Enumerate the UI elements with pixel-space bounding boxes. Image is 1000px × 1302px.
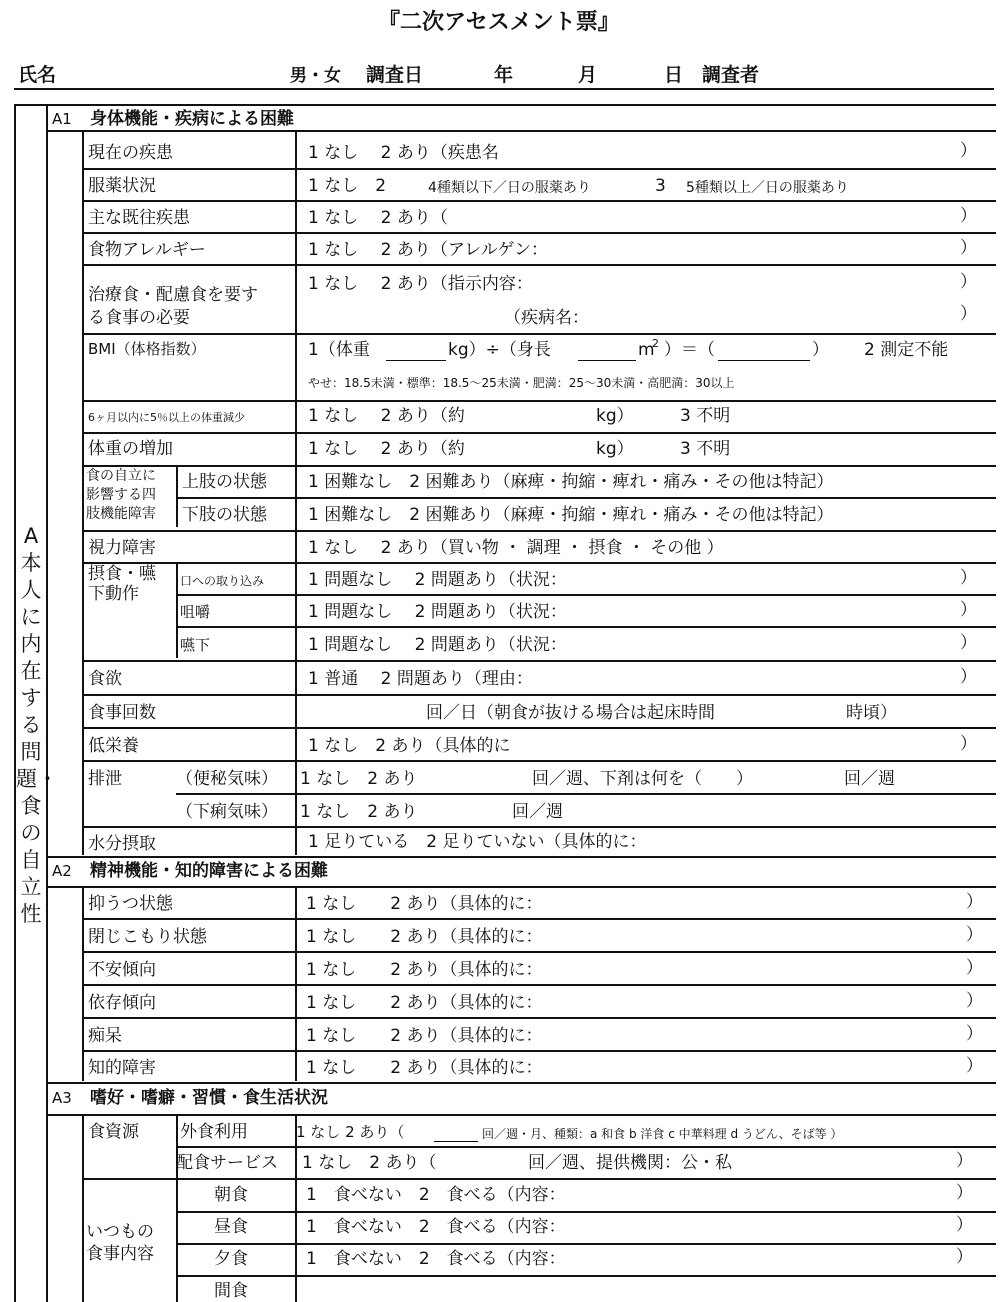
close-paren: ）	[966, 991, 983, 1011]
row-line	[82, 694, 996, 696]
close-paren: ）	[966, 958, 983, 978]
row-line	[176, 626, 996, 628]
survey-date-label: 調査日	[366, 64, 424, 86]
limb-group-label-3: 肢機能障害	[86, 506, 156, 522]
close-paren: ）	[966, 925, 983, 945]
vision-label: 視力障害	[88, 538, 156, 558]
water-label: 水分摂取	[88, 834, 156, 854]
constipation-per-week: 回／週	[844, 769, 895, 789]
a1-label-left-border	[82, 130, 84, 855]
row-line	[82, 333, 996, 335]
a2-row-label: 知的障害	[88, 1058, 156, 1078]
bmi-unit-sup: 2	[652, 337, 659, 350]
food-source-label: 食資源	[88, 1122, 139, 1142]
medication-option-3-num: 3	[655, 176, 666, 196]
weight-gain-unit: kg）	[596, 439, 634, 459]
lunch-label: 昼食	[214, 1217, 248, 1237]
row-line	[176, 594, 996, 596]
a2-row-options: 1 なし 2 あり（具体的に：	[306, 993, 543, 1013]
diet-label-2: る食事の必要	[88, 308, 190, 328]
diet-disease: （疾病名：	[504, 308, 589, 328]
a2-row-label: 痴呆	[88, 1026, 122, 1046]
a1-header-line	[46, 130, 996, 132]
close-paren: ）	[960, 568, 977, 588]
limb-group-label-2: 影響する四	[86, 487, 156, 503]
limb-group-label-1: 食の自立に	[86, 468, 156, 484]
a3-section-line	[46, 1082, 996, 1084]
bmi-note: やせ：18.5未満・標準：18.5～25未満・肥満：25～30未満・高肥満：30以上	[308, 376, 735, 390]
weight-gain-unknown: 3 不明	[680, 439, 731, 459]
close-paren: ）	[960, 141, 977, 161]
a3-content-divider	[295, 1114, 297, 1302]
malnutrition-label: 低栄養	[88, 736, 139, 756]
diarrhea-label: （下痢気味）	[176, 802, 278, 822]
row-line	[82, 826, 996, 828]
close-paren: ）	[956, 1247, 973, 1267]
past-disease-options: 1 なし 2 あり（	[308, 208, 448, 228]
row-line	[82, 1178, 996, 1180]
a3-title: 嗜好・嗜癖・習慣・食生活状況	[90, 1088, 328, 1108]
name-label: 氏名	[18, 64, 57, 86]
day-label: 日	[664, 64, 684, 86]
row-line	[82, 1050, 996, 1052]
a2-row-label: 抑うつ状態	[88, 894, 173, 914]
a2-title: 精神機能・知的障害による困難	[90, 861, 328, 881]
bmi-height-label: kg）÷（身長	[448, 340, 551, 360]
row-line	[82, 760, 996, 762]
appetite-options: 1 普通 2 問題あり（理由：	[308, 669, 533, 689]
bmi-unit-m: m	[638, 340, 655, 360]
appetite-label: 食欲	[88, 669, 122, 689]
close-paren: ）	[960, 304, 977, 324]
weight-loss-label: 6ヶ月以内に5％以上の体重減少	[88, 411, 245, 424]
eating-out-types: 回／週・月、種類：a 和食 b 洋食 c 中華料理 d うどん、そば等 ）	[482, 1127, 843, 1141]
row-line	[82, 232, 996, 234]
close-paren: ）	[960, 600, 977, 620]
lunch-options: 1 食べない 2 食べる（内容：	[306, 1217, 566, 1237]
close-paren: ）	[966, 892, 983, 912]
close-paren: ）	[960, 667, 977, 687]
breakfast-options: 1 食べない 2 食べる（内容：	[306, 1185, 566, 1205]
month-label: 月	[578, 64, 598, 86]
close-paren: ）	[960, 734, 977, 754]
medication-option-1: 1 なし 2	[308, 176, 387, 196]
a2-row-options: 1 なし 2 あり（具体的に：	[306, 927, 543, 947]
constipation-laxative: 回／週、下剤は何を（ ）	[532, 769, 753, 789]
constipation-label: （便秘気味）	[176, 769, 278, 789]
row-line	[82, 530, 996, 532]
a2-code: A2	[52, 862, 72, 880]
row-line	[82, 984, 996, 986]
dinner-label: 夕食	[214, 1249, 248, 1269]
delivery-label: 配食サービス	[176, 1153, 278, 1173]
a2-row-label: 依存傾向	[88, 993, 156, 1013]
close-paren: ）	[956, 1215, 973, 1235]
row-line	[82, 400, 996, 402]
upper-limb-options: 1 困難なし 2 困難あり（麻痺・拘縮・痺れ・痛み・その他は特記）	[308, 472, 834, 492]
row-line	[82, 432, 996, 434]
meals-suffix: 時頃）	[846, 703, 897, 723]
lower-limb-label: 下肢の状態	[182, 505, 267, 525]
intake-options: 1 問題なし 2 問題あり（状況：	[308, 570, 567, 590]
diarrhea-per-week: 回／週	[512, 802, 563, 822]
side-column-divider	[46, 104, 48, 1302]
page-title: 『二次アセスメント票』	[378, 10, 620, 35]
current-disease-label: 現在の疾患	[88, 143, 173, 163]
a2-row-options: 1 なし 2 あり（具体的に：	[306, 1026, 543, 1046]
constipation-options: 1 なし 2 あり	[300, 769, 418, 789]
malnutrition-options: 1 なし 2 あり（具体的に	[308, 736, 511, 756]
delivery-options: 1 なし 2 あり（	[302, 1153, 437, 1173]
bmi-not-measurable: 2 測定不能	[864, 340, 949, 360]
vision-options: 1 なし 2 あり（買い物 ・ 調理 ・ 摂食 ・ その他 ）	[308, 538, 724, 558]
header-underline	[14, 88, 994, 90]
allergy-options: 1 なし 2 あり（アレルゲン：	[308, 240, 549, 260]
row-line	[82, 562, 996, 564]
weight-loss-options: 1 なし 2 あり（約	[308, 406, 465, 426]
chew-label: 咀嚼	[180, 603, 211, 621]
close-paren: ）	[966, 1056, 983, 1076]
a2-row-options: 1 なし 2 あり（具体的に：	[306, 960, 543, 980]
usual-meals-label-1: いつもの	[86, 1222, 154, 1242]
upper-limb-label: 上肢の状態	[182, 472, 267, 492]
close-paren: ）	[966, 1024, 983, 1044]
swallow-group-label-1: 摂食・嚥	[88, 564, 156, 584]
row-line	[176, 1146, 996, 1148]
bmi-close: ）	[812, 340, 829, 360]
a2-row-label: 不安傾向	[88, 960, 156, 980]
row-line	[82, 264, 996, 266]
current-disease-options: 1 なし 2 あり（疾患名	[308, 143, 499, 163]
lower-limb-options: 1 困難なし 2 困難あり（麻痺・拘縮・痺れ・痛み・その他は特記）	[308, 505, 834, 525]
row-line	[176, 793, 996, 795]
medication-option-3: 5種類以上／日の服薬あり	[686, 180, 849, 196]
row-line	[82, 465, 996, 467]
row-line	[82, 951, 996, 953]
close-paren: ）	[960, 633, 977, 653]
row-line	[176, 1243, 996, 1245]
bmi-weight-label: 1（体重	[308, 340, 370, 360]
diarrhea-options: 1 なし 2 あり	[300, 802, 418, 822]
close-paren: ）	[960, 238, 977, 258]
excretion-label: 排泄	[88, 769, 122, 789]
breakfast-label: 朝食	[214, 1185, 248, 1205]
swallowing-label: 嚥下	[180, 636, 211, 654]
close-paren: ）	[956, 1183, 973, 1203]
height-blank	[578, 360, 636, 361]
row-line	[82, 660, 996, 662]
eating-out-options: 1 なし 2 あり（	[296, 1123, 405, 1141]
row-line	[176, 1211, 996, 1213]
usual-meals-label-2: 食事内容	[86, 1244, 154, 1264]
row-line	[176, 497, 996, 499]
row-line	[82, 727, 996, 729]
row-line	[176, 1275, 996, 1277]
row-line	[82, 200, 996, 202]
a2-header-line	[46, 886, 996, 888]
bmi-label: BMI（体格指数）	[88, 340, 206, 358]
food-source-sub-divider	[176, 1114, 178, 1302]
intake-label: 口への取り込み	[180, 574, 265, 588]
delivery-details: 回／週、提供機関：公・私	[528, 1153, 732, 1173]
past-disease-label: 主な既往疾患	[88, 208, 190, 228]
limb-sub-divider	[176, 465, 178, 527]
chew-options: 1 問題なし 2 問題あり（状況：	[308, 602, 567, 622]
year-label: 年	[494, 64, 514, 86]
bmi-equals: ）＝（	[664, 340, 715, 360]
gender-options: 男・女	[290, 66, 341, 86]
table-top-border	[14, 104, 996, 106]
weight-loss-unknown: 3 不明	[680, 406, 731, 426]
a3-header-line	[46, 1114, 996, 1116]
medication-option-2: 4種類以下／日の服薬あり	[428, 180, 591, 196]
side-label: A本人に内在する問題・食の自立性	[16, 524, 58, 926]
row-line	[82, 918, 996, 920]
eating-out-label: 外食利用	[180, 1122, 248, 1142]
a1-code: A1	[52, 110, 72, 128]
medication-label: 服薬状況	[88, 176, 156, 196]
a2-row-options: 1 なし 2 あり（具体的に：	[306, 894, 543, 914]
swallow-sub-divider	[176, 562, 178, 658]
swallowing-options: 1 問題なし 2 問題あり（状況：	[308, 635, 567, 655]
water-options: 1 足りている 2 足りていない（具体的に：	[308, 832, 647, 852]
a1-title: 身体機能・疾病による困難	[90, 109, 294, 129]
a3-code: A3	[52, 1089, 72, 1107]
allergy-label: 食物アレルギー	[88, 240, 206, 260]
a1-content-divider	[295, 130, 297, 855]
close-paren: ）	[960, 206, 977, 226]
weight-blank	[386, 360, 446, 361]
close-paren: ）	[956, 1151, 973, 1171]
diet-label-1: 治療食・配慮食を要す	[88, 285, 258, 305]
meals-content: 回／日（朝食が抜ける場合は起床時間	[426, 703, 715, 723]
row-line	[82, 168, 996, 170]
weight-loss-unit: kg）	[596, 406, 634, 426]
row-line	[82, 1017, 996, 1019]
meals-label: 食事回数	[88, 703, 156, 723]
swallow-group-label-2: 下動作	[88, 584, 139, 604]
diet-options: 1 なし 2 あり（指示内容：	[308, 274, 533, 294]
eating-out-count-blank	[434, 1141, 478, 1142]
weight-gain-label: 体重の増加	[88, 439, 173, 459]
snack-label: 間食	[214, 1281, 248, 1301]
a2-section-line	[46, 856, 996, 858]
a2-row-label: 閉じこもり状態	[88, 927, 207, 947]
dinner-options: 1 食べない 2 食べる（内容：	[306, 1249, 566, 1269]
a2-row-options: 1 なし 2 あり（具体的に：	[306, 1058, 543, 1078]
close-paren: ）	[960, 272, 977, 292]
a3-label-left-border	[82, 1114, 84, 1302]
surveyor-label: 調査者	[702, 64, 760, 86]
weight-gain-options: 1 なし 2 あり（約	[308, 439, 465, 459]
bmi-result-blank	[718, 360, 810, 361]
